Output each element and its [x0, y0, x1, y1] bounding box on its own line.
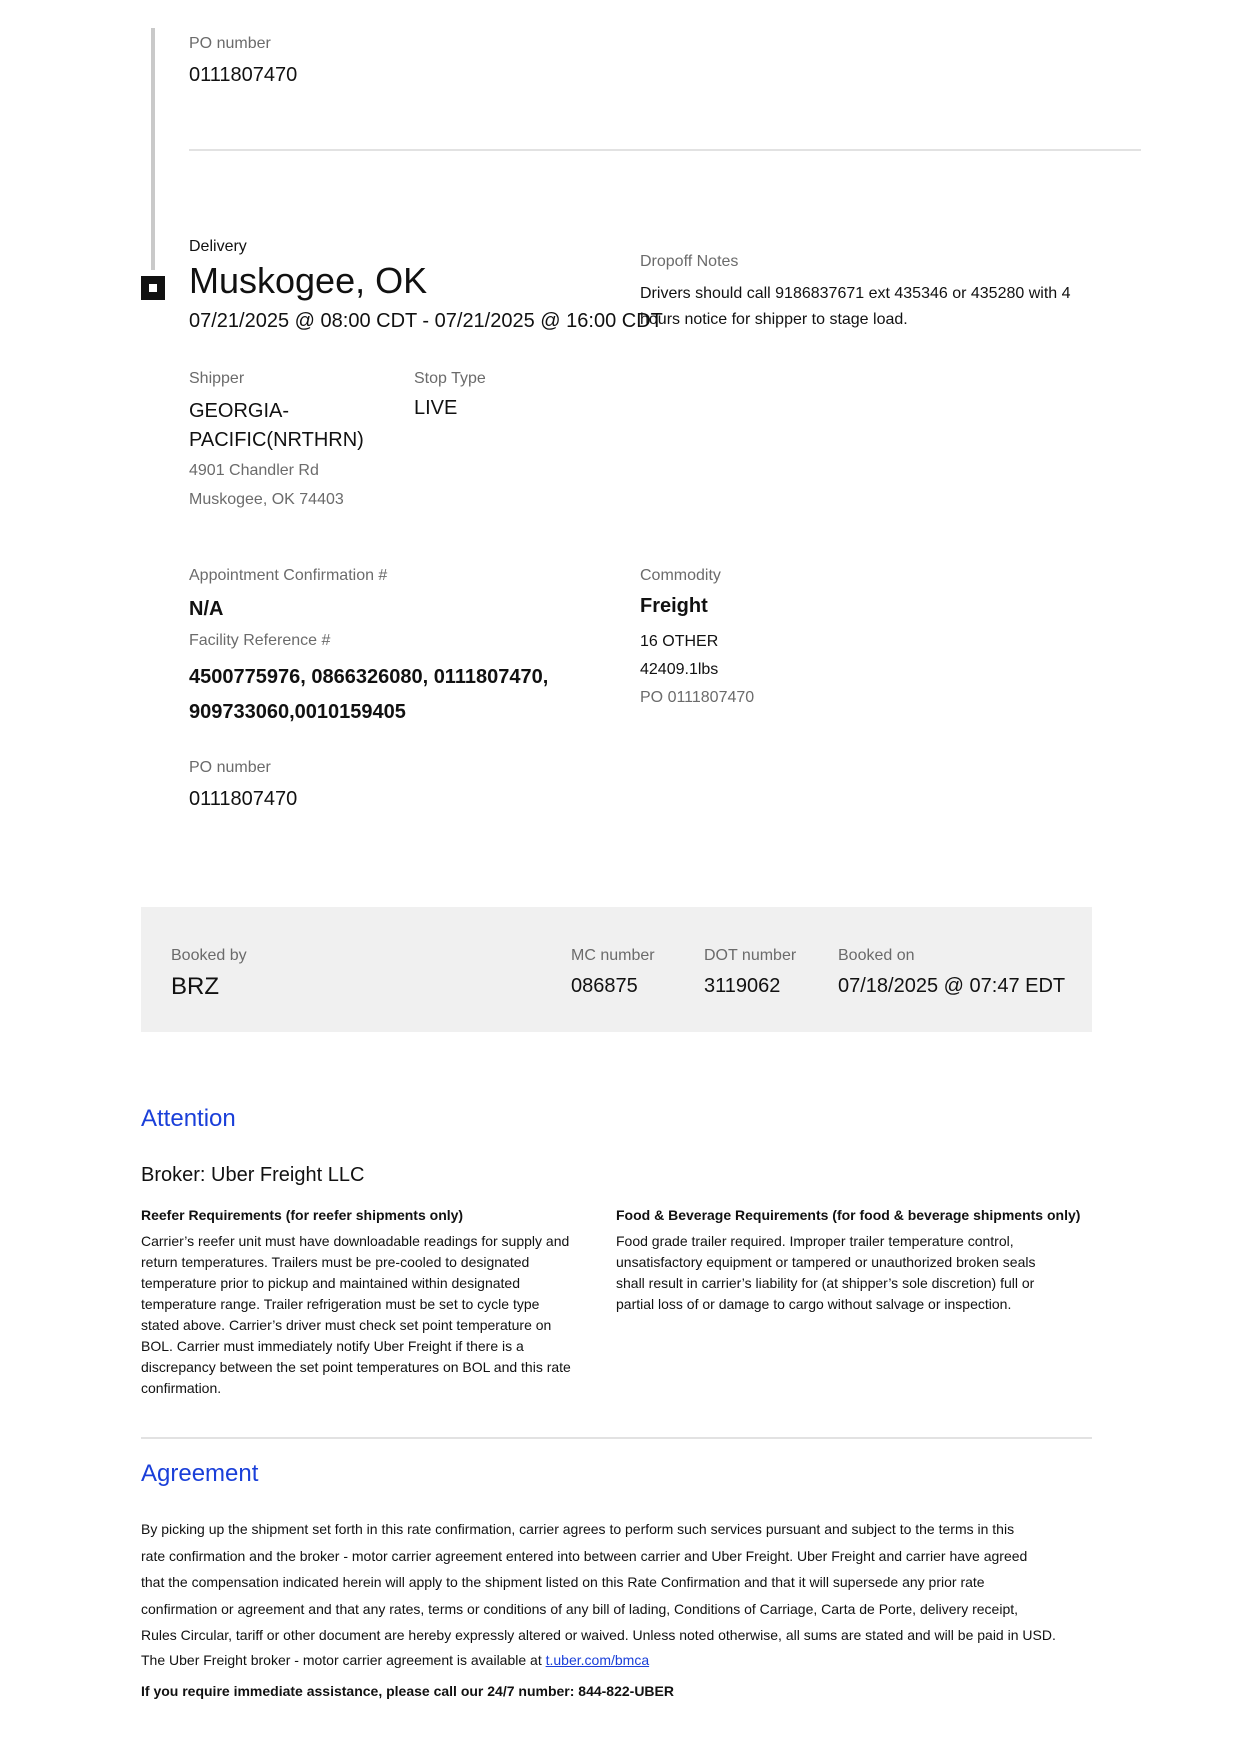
dot-number-value: 3119062 [704, 975, 781, 997]
stop-city: Muskogee, OK [189, 260, 428, 301]
shipper-name-line: PACIFIC(NRTHRN) [189, 429, 364, 451]
appointment-label: Appointment Confirmation # [189, 567, 388, 584]
appointment-value: N/A [189, 598, 224, 620]
reefer-requirements-body [141, 1231, 591, 1399]
stop-type-value: LIVE [414, 397, 458, 419]
broker-name: Broker: Uber Freight LLC [141, 1164, 365, 1186]
booked-on-value: 07/18/2025 @ 07:47 EDT [838, 975, 1066, 997]
shipper-label: Shipper [189, 370, 245, 387]
commodity-details [640, 628, 754, 712]
stop-type-label: Stop Type [414, 370, 486, 387]
agreement-line: that the compensation indicated herein will apply to the shipment listed on this Rate Confirmation and that it will supersede any prior rate [141, 1574, 985, 1590]
commodity-quantity: 16 OTHER [640, 633, 719, 650]
agreement-line: confirmation or agreement and that any rates, terms or conditions of any bill of lading, Conditions of Carriage, Carta de Porte, delivery receipt, [141, 1600, 1019, 1617]
shipper-name [189, 397, 364, 455]
booked-on-label: Booked on [838, 947, 915, 964]
food-requirements-line: shall result in carrier’s liability for (at shipper’s sole discretion) full or [616, 1275, 1035, 1291]
facility-reference [189, 660, 548, 730]
timeline-line [151, 28, 155, 270]
agreement-last-line [141, 1647, 1081, 1674]
mc-number-label: MC number [571, 947, 655, 964]
dot-number-label: DOT number [704, 947, 797, 964]
shipper-address-line: Muskogee, OK 74403 [189, 491, 344, 508]
commodity-label: Commodity [640, 567, 721, 584]
reefer-requirements-line: temperature range. Trailer refrigeration must be set to cycle type [141, 1296, 540, 1312]
booked-by-label: Booked by [171, 947, 247, 964]
commodity-po: PO 0111807470 [640, 689, 755, 706]
agreement-line: By picking up the shipment set forth in this rate confirmation, carrier agrees to perform such services pursuant and subject to the terms in this [141, 1521, 1015, 1537]
top-po-value: 0111807470 [189, 64, 298, 86]
assistance-line: If you require immediate assistance, please call our 24/7 number: 844-822-UBER [141, 1683, 674, 1699]
food-requirements-title: Food & Beverage Requirements (for food & beverage shipments only) [616, 1207, 1081, 1223]
po-label: PO number [189, 759, 271, 776]
mc-number-value: 086875 [571, 975, 638, 997]
reefer-requirements-line: BOL. Carrier must immediately notify Uber Freight if there is a [141, 1338, 524, 1354]
booked-by-value: BRZ [171, 973, 219, 1000]
food-requirements-line: partial loss of or damage to cargo without salvage or inspection. [616, 1296, 1012, 1312]
reefer-requirements-line: stated above. Carrier’s driver must check set point temperature on [141, 1317, 552, 1333]
po-value: 0111807470 [189, 788, 298, 810]
facility-label: Facility Reference # [189, 632, 331, 649]
dropoff-notes-line: hours notice for shipper to stage load. [640, 311, 908, 328]
agreement-link-prefix: The Uber Freight broker - motor carrier agreement is available at [141, 1652, 546, 1668]
food-requirements-body [616, 1231, 1092, 1315]
reefer-requirements-line: return temperatures. Trailers must be pre-cooled to designated [141, 1254, 530, 1270]
dropoff-notes-line: Drivers should call 9186837671 ext 435346 or 435280 with 4 [640, 285, 1071, 302]
booking-panel [141, 907, 1092, 1032]
dropoff-notes-label: Dropoff Notes [640, 253, 739, 270]
divider [189, 149, 1141, 151]
top-po-label: PO number [189, 35, 271, 52]
stop-square-icon [141, 276, 165, 300]
divider [141, 1437, 1092, 1439]
stop-window: 07/21/2025 @ 08:00 CDT - 07/21/2025 @ 16:00 CDT [189, 310, 663, 332]
reefer-requirements-line: confirmation. [141, 1380, 222, 1396]
attention-title: Attention [141, 1105, 236, 1132]
stop-kind: Delivery [189, 238, 247, 255]
food-requirements-line: unsatisfactory equipment or tampered or unauthorized broken seals [616, 1254, 1036, 1270]
facility-reference-line: 909733060,0010159405 [189, 701, 406, 723]
reefer-requirements-line: discrepancy between the set point temperatures on BOL and this rate [141, 1359, 571, 1375]
commodity-name: Freight [640, 595, 708, 617]
commodity-weight: 42409.1lbs [640, 661, 719, 678]
agreement-line: rate confirmation and the broker - motor carrier agreement entered into between carrier and Uber Freight. Uber Freight and carrier have agreed [141, 1547, 1028, 1564]
facility-reference-line: 4500775976, 0866326080, 0111807470, [189, 666, 549, 688]
dropoff-notes [640, 281, 1071, 333]
shipper-name-line: GEORGIA- [189, 400, 290, 422]
food-requirements-line: Food grade trailer required. Improper trailer temperature control, [616, 1233, 1014, 1249]
shipper-address-line: 4901 Chandler Rd [189, 462, 319, 479]
reefer-requirements-title: Reefer Requirements (for reefer shipments only) [141, 1207, 464, 1223]
agreement-body [141, 1516, 1081, 1649]
shipper-address [189, 456, 344, 514]
bmca-link[interactable]: t.uber.com/bmca [545, 1652, 650, 1668]
reefer-requirements-line: temperature prior to pickup and maintained within designated [141, 1275, 521, 1291]
agreement-line: Rules Circular, tariff or other document are hereby expressly altered or waived. Unless noted otherwise, all sums are stated and will be paid in USD. [141, 1627, 1056, 1643]
agreement-title: Agreement [141, 1460, 259, 1487]
reefer-requirements-line: Carrier’s reefer unit must have downloadable readings for supply and [141, 1233, 570, 1249]
